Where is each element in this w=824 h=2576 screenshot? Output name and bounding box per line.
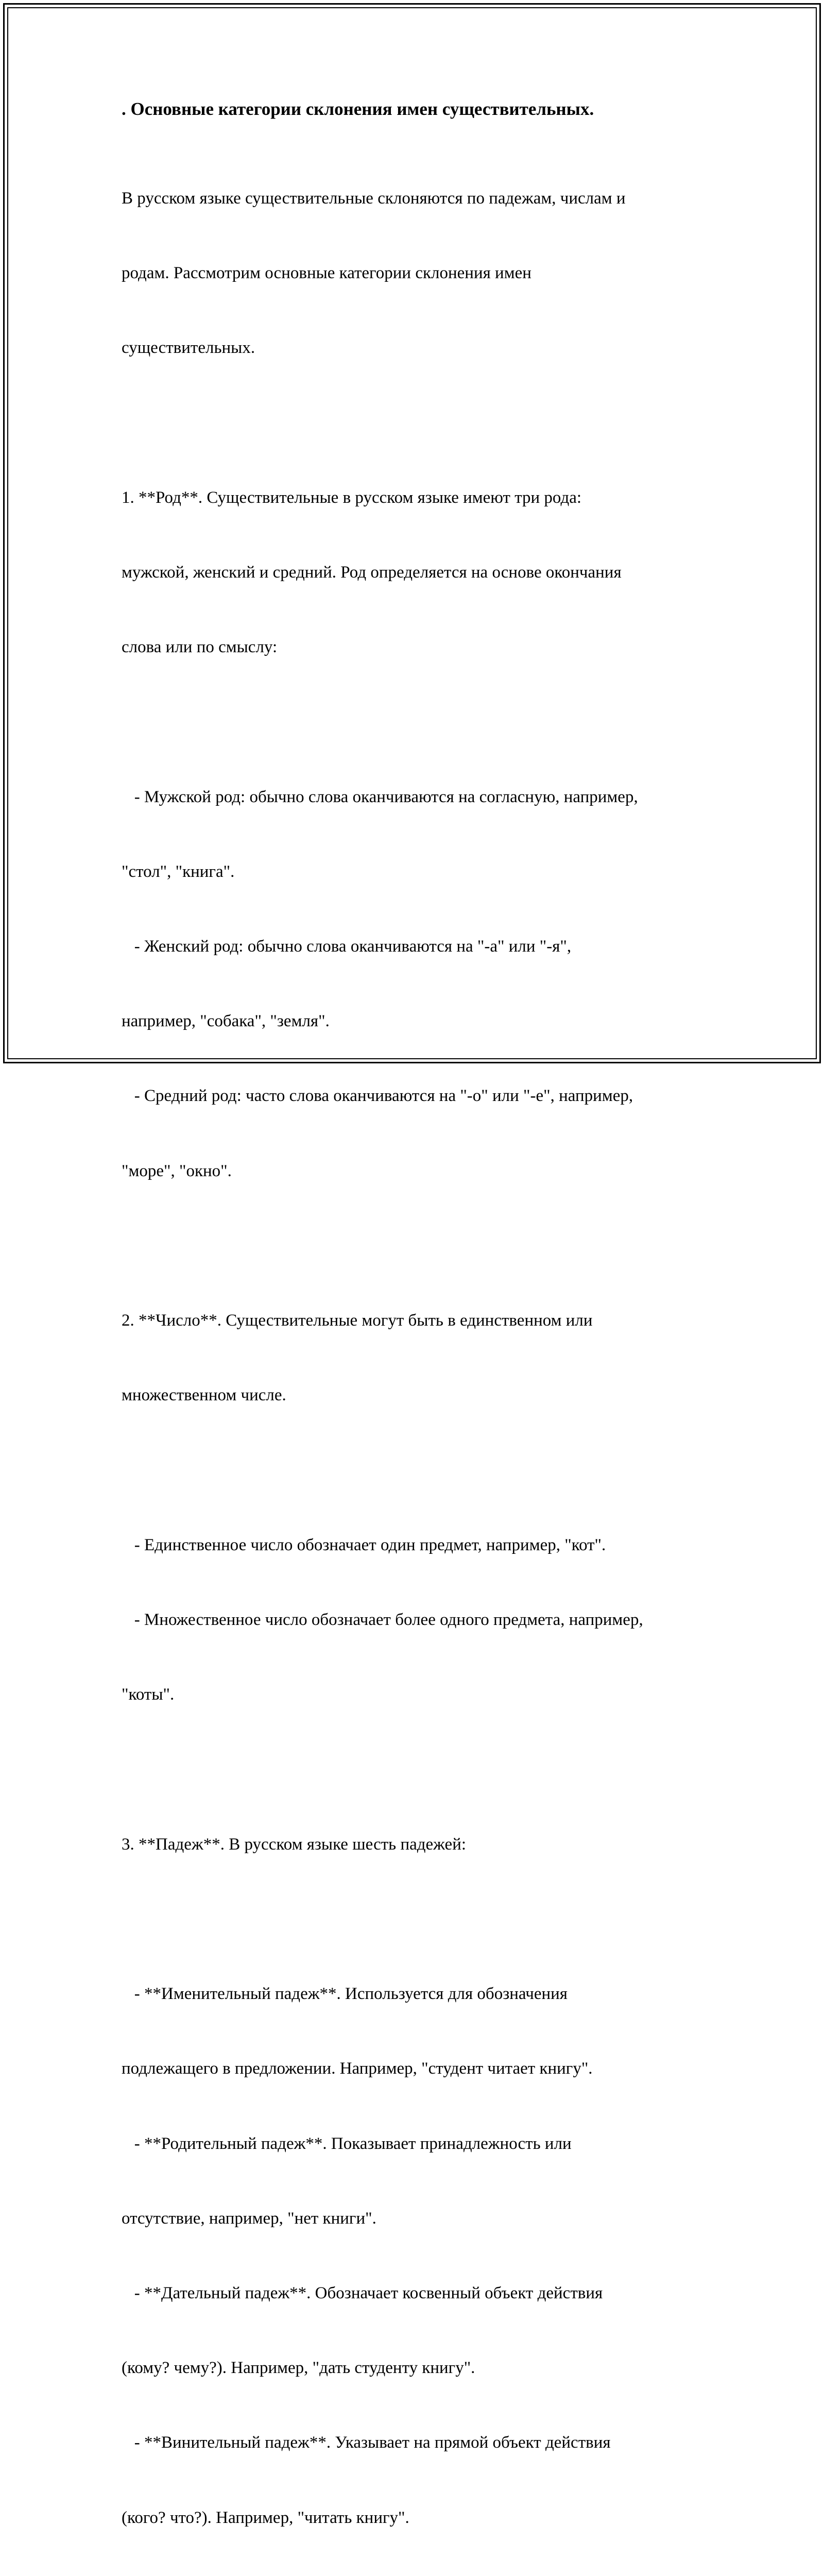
text-line: мужской, женский и средний. Род определяется на основе окончания bbox=[122, 563, 622, 582]
text-line: - **Дательный падеж**. Обозначает косвенный объект действия bbox=[122, 2283, 603, 2302]
text-line: "стол", "книга". bbox=[122, 862, 235, 881]
text-line: "море", "окно". bbox=[122, 1161, 232, 1180]
text-line: - **Родительный падеж**. Показывает принадлежность или bbox=[122, 2134, 572, 2153]
document-content bbox=[122, 97, 724, 2576]
text-line: множественном числе. bbox=[122, 1386, 286, 1405]
text-line: отсутствие, например, "нет книги". bbox=[122, 2209, 376, 2228]
text-line: 2. **Число**. Существительные могут быть в единственном или bbox=[122, 1311, 593, 1330]
text-line: например, "собака", "земля". bbox=[122, 1012, 330, 1031]
text-line: слова или по смыслу: bbox=[122, 638, 278, 657]
blank-line bbox=[122, 1757, 724, 1782]
text-line: - Мужской род: обычно слова оканчиваются на согласную, например, bbox=[122, 787, 638, 806]
blank-line bbox=[122, 1233, 724, 1258]
blank-line bbox=[122, 1458, 724, 1483]
text-line: - Множественное число обозначает более одного предмета, например, bbox=[122, 1610, 643, 1629]
blank-line bbox=[122, 410, 724, 435]
text-line: "коты". bbox=[122, 1685, 175, 1704]
text-line: 3. **Падеж**. В русском языке шесть падежей: bbox=[122, 1835, 467, 1854]
text-line: (кого? что?). Например, "читать книгу". bbox=[122, 2508, 409, 2527]
text-line: родам. Рассмотрим основные категории склонения имен bbox=[122, 264, 531, 283]
blank-line bbox=[122, 709, 724, 734]
text-line: - **Именительный падеж**. Используется для обозначения bbox=[122, 1985, 568, 2004]
text-line: - Единственное число обозначает один предмет, например, "кот". bbox=[122, 1535, 606, 1554]
blank-line bbox=[122, 1907, 724, 1931]
text-line: 1. **Род**. Существительные в русском языке имеют три рода: bbox=[122, 488, 582, 507]
text-line: - Средний род: часто слова оканчиваются на "-о" или "-е", например, bbox=[122, 1087, 633, 1106]
document-title: . Основные категории склонения имен существительных. bbox=[122, 99, 594, 119]
text-line: (кому? чему?). Например, "дать студенту книгу". bbox=[122, 2359, 475, 2378]
document-body bbox=[122, 136, 724, 2576]
text-line: существительных. bbox=[122, 338, 255, 358]
text-line: - **Винительный падеж**. Указывает на прямой объект действия bbox=[122, 2433, 611, 2452]
text-line: - Женский род: обычно слова оканчиваются на "-а" или "-я", bbox=[122, 937, 572, 956]
text-line: подлежащего в предложении. Например, "студент читает книгу". bbox=[122, 2059, 593, 2078]
text-line: В русском языке существительные склоняются по падежам, числам и bbox=[122, 189, 626, 208]
